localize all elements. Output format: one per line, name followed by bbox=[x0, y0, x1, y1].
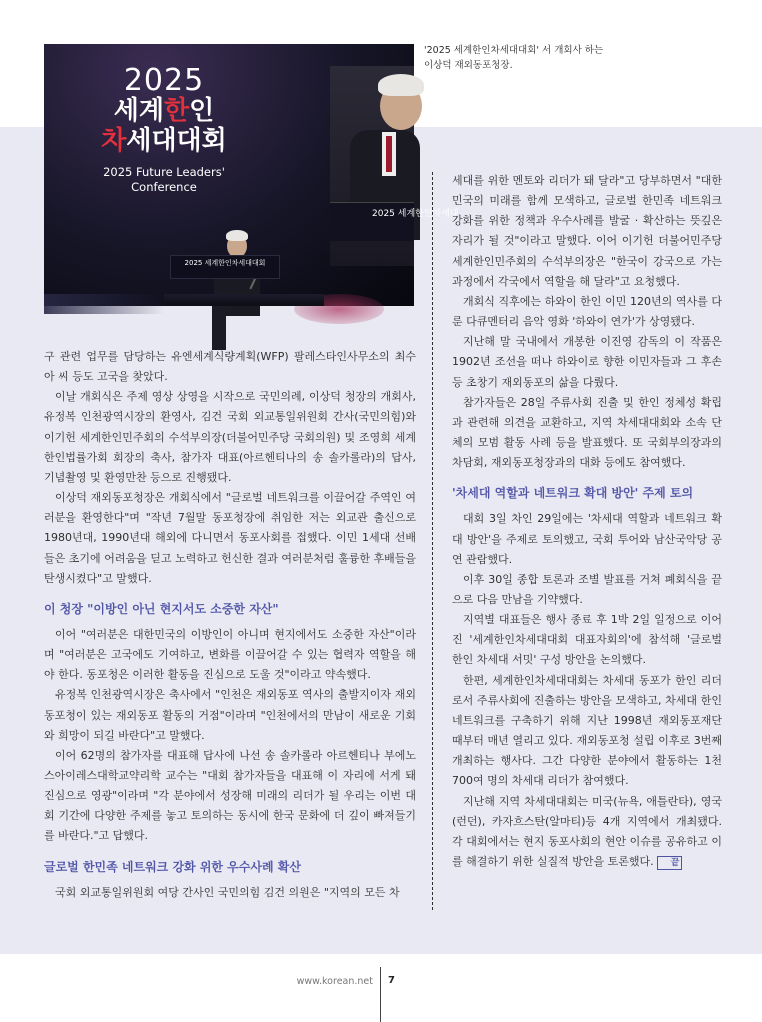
paragraph: 이어 62명의 참가자를 대표해 답사에 나선 송 솔카롤라 아르헨티나 부에노스아이레스대학교약리학 교수는 "대회 참가자들을 대표해 이 자리에 서게 돼 진심으로 영광"이라며 "각 분야에서 성장해 미래의 리더가 될 우리는 이번 대회 기간에 다양한 주제를 놓고 토의하는 동시에 한국 문화에 더 깊이 빠져들기를 바란다."고 답했다. bbox=[44, 748, 416, 843]
paragraph: 유정복 인천광역시장은 축사에서 "인천은 재외동포 역사의 출발지이자 재외동포청이 있는 재외동포 활동의 거점"이라며 "인천에서의 만남이 새로운 기회와 희망이 되길 바란다"고 말했다. bbox=[44, 688, 416, 742]
footer-separator bbox=[380, 967, 381, 1022]
paragraph: 국회 외교통일위원회 여당 간사인 국민의힘 김건 의원은 "지역의 모든 차 bbox=[55, 885, 400, 899]
paragraph: 대회 3일 차인 29일에는 '차세대 역할과 네트워크 확대 방안'을 주제로 토의했고, 국회 투어와 남산국악당 공연 관람했다. bbox=[452, 512, 722, 566]
screen-banner: 2025 세계한인차세대 bbox=[330, 202, 414, 241]
podium-sign: 2025 세계한인차세대대회 bbox=[170, 255, 280, 279]
page-number: 7 bbox=[388, 975, 395, 986]
paragraph: 한편, 세계한인차세대대회는 차세대 동포가 한인 리더로서 주류사회에 진출하는 방안을 모색하고, 차세대 한인 네트워크를 구축하기 위해 지난 1998년 재외동포재단 때부터 매년 열리고 있다. 재외동포청 설립 이후로 3번째 개최하는 행사다. 그간 다양한 분야에서 활동하는 1천700여 명의 차세대 리더가 참여했다. bbox=[452, 673, 722, 788]
footer-url: www.korean.net bbox=[296, 976, 373, 987]
stage-title: 2025 세계한인 차세대대회 2025 Future Leaders' Conference bbox=[94, 64, 234, 196]
end-mark-icon: 끝 bbox=[657, 856, 683, 870]
section-heading: 이 청장 "이방인 아닌 현지서도 소중한 자산" bbox=[44, 601, 279, 616]
article-left-column bbox=[44, 347, 416, 903]
paragraph: 참가자들은 28일 주류사회 진출 및 한인 정체성 확립과 관련해 의견을 교환하고, 지역 차세대대회와 소속 단체의 모범 활동 사례 등을 발표했다. 또 국회부의장과의 차담회, 재외동포청장과의 대화 등에도 참여했다. bbox=[452, 395, 722, 470]
section-heading: 글로벌 한민족 네트워크 강화 위한 우수사례 확산 bbox=[44, 859, 301, 874]
paragraph: 이어 "여러분은 대한민국의 이방인이 아니며 현지에서도 소중한 자산"이라며 "여러분은 고국에도 기여하고, 변화를 이끌어갈 수 있는 협력자 역할을 해야 한다. 동포청은 이러한 활동을 진심으로 도울 것"이라고 약속했다. bbox=[44, 627, 416, 682]
paragraph: 지난해 말 국내에서 개봉한 이진영 감독의 이 작품은 1902년 조선을 떠나 하와이로 향한 이민자들과 그 후손 등 초창기 재외동포의 삶을 다뤘다. bbox=[452, 335, 722, 389]
paragraph: 세대를 위한 멘토와 리더가 돼 달라"고 당부하면서 "대한민국의 미래를 함께 모색하고, 글로벌 한민족 네트워크 강화를 위한 정책과 우수사례를 발굴 · 확산하는 뜻깊은 자리가 될 것"이라고 말했다. 이어 이기헌 더불어민주당 세계한인민주회의 수석부의장은 "한국이 강국으로 가는 과정에서 각국에서 역할을 해 달라"고 요청했다. bbox=[452, 174, 722, 288]
paragraph: 구 관련 업무를 담당하는 유엔세계식량계획(WFP) 팔레스타인사무소의 최수아 씨 등도 고국을 찾았다. bbox=[44, 350, 416, 384]
paragraph: 이후 30일 종합 토론과 조별 발표를 거쳐 폐회식을 끝으로 다음 만남을 기약했다. bbox=[452, 572, 722, 606]
paragraph: 이상덕 재외동포청장은 개회식에서 "글로벌 네트워크를 이끌어갈 주역인 여러분을 환영한다"며 "작년 7월말 동포청장에 취임한 저는 외교관 출신으로 1980년대, 1990년대 해외에 다니면서 동포사회를 접했다. 이민 1세대 선배들은 초기에 어려움을 딛고 노력하고 헌신한 결과 여러분처럼 훌륭한 후배들을 탄생시켰다"고 말했다. bbox=[44, 491, 416, 585]
stage-year: 2025 bbox=[123, 63, 205, 98]
article-right-column bbox=[452, 171, 722, 872]
paragraph: 개회식 직후에는 하와이 한인 이민 120년의 역사를 다룬 다큐멘터리 음악 영화 '하와이 연가'가 상영됐다. bbox=[452, 294, 722, 329]
paragraph: 이날 개회식은 주제 영상 상영을 시작으로 국민의례, 이상덕 청장의 개회사, 유정복 인천광역시장의 환영사, 김건 국회 외교통일위원회 간사(국민의힘)와 이기헌 세계한인민주회의 수석부의장(더불어민주당 국회의원) 및 조영희 세계한인법률가회 회장의 축사, 참가자 대표(아르헨티나의 송 솔카롤라)의 답사, 기념촬영 및 환영만찬 등으로 진행됐다. bbox=[44, 390, 416, 484]
section-heading: '차세대 역할과 네트워크 확대 방안' 주제 토의 bbox=[452, 486, 694, 501]
stage-english-title: 2025 Future Leaders' Conference bbox=[103, 164, 225, 195]
paragraph: 지역별 대표들은 행사 종료 후 1박 2일 일정으로 이어진 '세계한인차세대대회 대표자회의'에 참석해 '글로벌 한인 차세대 서밋' 구성 방안을 논의했다. bbox=[452, 613, 722, 667]
column-divider bbox=[432, 172, 433, 910]
photo-caption: '2025 세계한인차세대대회' 서 개회사 하는 이상덕 재외동포청장. bbox=[424, 45, 604, 71]
paragraph: 지난해 지역 차세대대회는 미국(뉴욕, 애틀란타), 영국(런던), 카자흐스탄(알마티)등 4개 지역에서 개최됐다. 각 대회에서는 현지 동포사회의 현안 이슈를 공유하고 이를 해결하기 위한 실질적 방안을 토론했다. 끝 bbox=[452, 794, 722, 868]
podium bbox=[164, 294, 324, 306]
